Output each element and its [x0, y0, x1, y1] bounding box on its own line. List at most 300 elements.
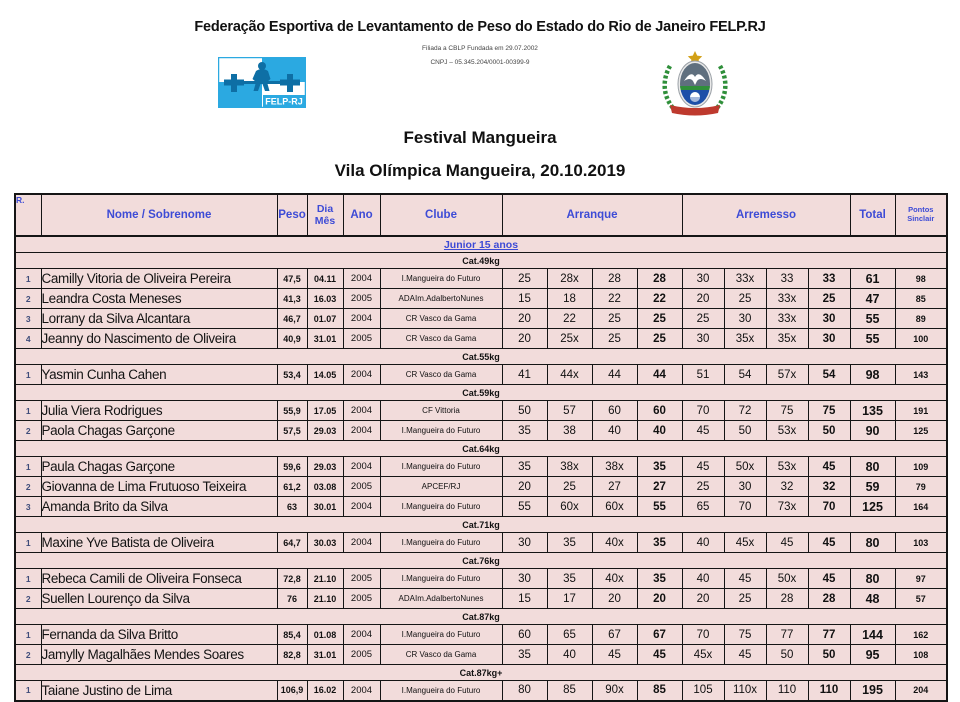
- cell-snatch-2: 38x: [592, 457, 637, 477]
- cell-clube: CR Vasco da Gama: [380, 645, 502, 665]
- cell-clube: I.Mangueira do Futuro: [380, 457, 502, 477]
- athlete-row: [15, 289, 947, 309]
- cell-cleanjerk-2: 77: [766, 625, 808, 645]
- cell-cleanjerk-1: 54: [724, 365, 766, 385]
- cell-peso: 82,8: [277, 645, 307, 665]
- cell-clube: I.Mangueira do Futuro: [380, 421, 502, 441]
- cell-snatch-1: 40: [547, 645, 592, 665]
- header-clean-jerk: Arremesso: [682, 194, 850, 236]
- cell-name: Lorrany da Silva Alcantara: [41, 309, 277, 329]
- cnpj-line: CNPJ – 05.345.204/0001-00399-9: [430, 59, 530, 66]
- cell-dia_mes: 04.11: [307, 269, 343, 289]
- cell-peso: 40,9: [277, 329, 307, 349]
- athlete-row: [15, 401, 947, 421]
- cell-peso: 57,5: [277, 421, 307, 441]
- category-row: [15, 253, 947, 269]
- cell-cleanjerk_best: 45: [808, 457, 850, 477]
- cell-total: 195: [850, 681, 895, 701]
- cell-ano: 2004: [343, 401, 380, 421]
- cell-ano: 2004: [343, 309, 380, 329]
- athlete-row: [15, 589, 947, 609]
- cell-cleanjerk-2: 73x: [766, 497, 808, 517]
- cell-ano: 2005: [343, 477, 380, 497]
- cell-snatch-1: 85: [547, 681, 592, 701]
- category-label: Cat.87kg: [15, 609, 947, 625]
- cell-dia_mes: 16.02: [307, 681, 343, 701]
- table-header-row: [15, 194, 947, 236]
- athlete-row: [15, 329, 947, 349]
- header-year: Ano: [343, 194, 380, 236]
- category-label: Cat.64kg: [15, 441, 947, 457]
- cell-snatch_best: 27: [637, 477, 682, 497]
- cell-name: Leandra Costa Meneses: [41, 289, 277, 309]
- results-table-body: [15, 236, 947, 701]
- cell-snatch-1: 60x: [547, 497, 592, 517]
- cell-snatch-0: 25: [502, 269, 547, 289]
- cell-cleanjerk-1: 30: [724, 477, 766, 497]
- header-rank: R.: [15, 194, 41, 236]
- cell-cleanjerk-0: 30: [682, 269, 724, 289]
- cell-snatch-2: 60x: [592, 497, 637, 517]
- cell-dia_mes: 16.03: [307, 289, 343, 309]
- cell-total: 135: [850, 401, 895, 421]
- cell-dia_mes: 03.08: [307, 477, 343, 497]
- athlete-row: [15, 457, 947, 477]
- cell-cleanjerk-2: 75: [766, 401, 808, 421]
- cell-dia_mes: 01.08: [307, 625, 343, 645]
- cell-cleanjerk-1: 30: [724, 309, 766, 329]
- cell-cleanjerk-1: 45x: [724, 533, 766, 553]
- cell-total: 55: [850, 309, 895, 329]
- cell-snatch-2: 60: [592, 401, 637, 421]
- cell-ano: 2004: [343, 269, 380, 289]
- cell-cleanjerk-2: 33x: [766, 289, 808, 309]
- cell-snatch-2: 45: [592, 645, 637, 665]
- cell-rank: 3: [15, 309, 41, 329]
- athlete-row: [15, 421, 947, 441]
- cell-total: 125: [850, 497, 895, 517]
- cell-ano: 2004: [343, 365, 380, 385]
- cell-rank: 2: [15, 589, 41, 609]
- cell-rank: 1: [15, 625, 41, 645]
- cell-snatch_best: 22: [637, 289, 682, 309]
- cell-snatch-0: 55: [502, 497, 547, 517]
- cell-clube: ADAIm.AdalbertoNunes: [380, 289, 502, 309]
- cell-cleanjerk-0: 45: [682, 457, 724, 477]
- header-club: Clube: [380, 194, 502, 236]
- header-total: Total: [850, 194, 895, 236]
- age-group-label: Junior 15 anos: [15, 236, 947, 253]
- cell-rank: 2: [15, 289, 41, 309]
- cell-cleanjerk-0: 30: [682, 329, 724, 349]
- cell-snatch-1: 44x: [547, 365, 592, 385]
- cell-snatch-1: 57: [547, 401, 592, 421]
- athlete-row: [15, 269, 947, 289]
- cell-name: Amanda Brito da Silva: [41, 497, 277, 517]
- cell-cleanjerk-2: 33: [766, 269, 808, 289]
- cell-snatch-0: 15: [502, 289, 547, 309]
- cell-name: Giovanna de Lima Frutuoso Teixeira: [41, 477, 277, 497]
- cell-snatch-1: 25: [547, 477, 592, 497]
- cell-snatch_best: 67: [637, 625, 682, 645]
- cell-cleanjerk_best: 28: [808, 589, 850, 609]
- category-label: Cat.71kg: [15, 517, 947, 533]
- athlete-row: [15, 625, 947, 645]
- cell-snatch_best: 25: [637, 329, 682, 349]
- cell-cleanjerk-2: 45: [766, 533, 808, 553]
- event-location-date: Vila Olímpica Mangueira, 20.10.2019: [334, 161, 626, 180]
- cell-cleanjerk-0: 45: [682, 421, 724, 441]
- cell-sinclair: 103: [895, 533, 947, 553]
- cell-cleanjerk_best: 30: [808, 309, 850, 329]
- cell-dia_mes: 31.01: [307, 329, 343, 349]
- athlete-row: [15, 477, 947, 497]
- athlete-row: [15, 309, 947, 329]
- cell-ano: 2005: [343, 329, 380, 349]
- cell-cleanjerk-1: 25: [724, 289, 766, 309]
- cell-dia_mes: 29.03: [307, 421, 343, 441]
- cell-cleanjerk-1: 25: [724, 589, 766, 609]
- cell-cleanjerk_best: 77: [808, 625, 850, 645]
- cell-snatch-2: 25: [592, 309, 637, 329]
- cell-snatch_best: 20: [637, 589, 682, 609]
- cell-dia_mes: 21.10: [307, 589, 343, 609]
- federation-title: Federação Esportiva de Levantamento de Peso do Estado do Rio de Janeiro FELP.RJ: [194, 19, 766, 35]
- cell-name: Rebeca Camili de Oliveira Fonseca: [41, 569, 277, 589]
- cell-sinclair: 85: [895, 289, 947, 309]
- category-row: [15, 665, 947, 681]
- age-group-row: [15, 236, 947, 253]
- cell-cleanjerk_best: 45: [808, 569, 850, 589]
- cell-cleanjerk-0: 45x: [682, 645, 724, 665]
- cell-cleanjerk_best: 110: [808, 681, 850, 701]
- felp-logo-label: FELP-RJ: [265, 96, 303, 107]
- cell-ano: 2004: [343, 457, 380, 477]
- affiliation-line: Filiada a CBLP Fundada em 29.07.2002: [422, 45, 538, 52]
- athlete-row: [15, 569, 947, 589]
- category-row: [15, 609, 947, 625]
- cell-cleanjerk-0: 25: [682, 309, 724, 329]
- cell-cleanjerk-2: 33x: [766, 309, 808, 329]
- cell-dia_mes: 29.03: [307, 457, 343, 477]
- cell-snatch_best: 40: [637, 421, 682, 441]
- cell-cleanjerk-1: 50x: [724, 457, 766, 477]
- cell-snatch_best: 55: [637, 497, 682, 517]
- cell-rank: 1: [15, 533, 41, 553]
- cell-rank: 1: [15, 569, 41, 589]
- category-row: [15, 385, 947, 401]
- cell-snatch_best: 35: [637, 533, 682, 553]
- cell-peso: 64,7: [277, 533, 307, 553]
- cell-snatch-0: 60: [502, 625, 547, 645]
- cell-sinclair: 98: [895, 269, 947, 289]
- rio-state-coat-of-arms-icon: [658, 50, 732, 121]
- cell-snatch-2: 20: [592, 589, 637, 609]
- cell-sinclair: 204: [895, 681, 947, 701]
- cell-sinclair: 143: [895, 365, 947, 385]
- cell-rank: 1: [15, 365, 41, 385]
- cell-cleanjerk-0: 70: [682, 401, 724, 421]
- cell-clube: I.Mangueira do Futuro: [380, 681, 502, 701]
- cell-peso: 61,2: [277, 477, 307, 497]
- cell-cleanjerk_best: 75: [808, 401, 850, 421]
- cell-peso: 55,9: [277, 401, 307, 421]
- cell-cleanjerk-0: 40: [682, 533, 724, 553]
- cell-cleanjerk-1: 35x: [724, 329, 766, 349]
- cell-rank: 3: [15, 497, 41, 517]
- cell-cleanjerk-2: 57x: [766, 365, 808, 385]
- cell-rank: 1: [15, 269, 41, 289]
- cell-sinclair: 100: [895, 329, 947, 349]
- cell-cleanjerk_best: 30: [808, 329, 850, 349]
- cell-cleanjerk-1: 75: [724, 625, 766, 645]
- cell-dia_mes: 14.05: [307, 365, 343, 385]
- cell-dia_mes: 30.03: [307, 533, 343, 553]
- cell-rank: 2: [15, 645, 41, 665]
- cell-cleanjerk-1: 45: [724, 645, 766, 665]
- cell-total: 61: [850, 269, 895, 289]
- cell-snatch-2: 90x: [592, 681, 637, 701]
- cell-name: Fernanda da Silva Britto: [41, 625, 277, 645]
- cell-snatch_best: 45: [637, 645, 682, 665]
- cell-snatch-1: 18: [547, 289, 592, 309]
- cell-snatch-2: 40x: [592, 569, 637, 589]
- category-label: Cat.76kg: [15, 553, 947, 569]
- cell-cleanjerk_best: 70: [808, 497, 850, 517]
- cell-cleanjerk_best: 45: [808, 533, 850, 553]
- cell-snatch-2: 25: [592, 329, 637, 349]
- cell-cleanjerk-1: 72: [724, 401, 766, 421]
- cell-sinclair: 109: [895, 457, 947, 477]
- cell-snatch-0: 20: [502, 309, 547, 329]
- cell-rank: 4: [15, 329, 41, 349]
- category-label: Cat.59kg: [15, 385, 947, 401]
- cell-clube: ADAIm.AdalbertoNunes: [380, 589, 502, 609]
- cell-peso: 106,9: [277, 681, 307, 701]
- cell-cleanjerk-2: 53x: [766, 421, 808, 441]
- cell-ano: 2005: [343, 289, 380, 309]
- cell-snatch-0: 15: [502, 589, 547, 609]
- cell-total: 95: [850, 645, 895, 665]
- cell-rank: 1: [15, 401, 41, 421]
- cell-clube: I.Mangueira do Futuro: [380, 569, 502, 589]
- cell-ano: 2005: [343, 645, 380, 665]
- cell-name: Taiane Justino de Lima: [41, 681, 277, 701]
- weightlifter-logo-icon: [218, 57, 306, 108]
- cell-total: 80: [850, 457, 895, 477]
- cell-total: 144: [850, 625, 895, 645]
- athlete-row: [15, 533, 947, 553]
- cell-snatch-0: 35: [502, 457, 547, 477]
- cell-cleanjerk_best: 54: [808, 365, 850, 385]
- cell-cleanjerk_best: 50: [808, 645, 850, 665]
- cell-cleanjerk-2: 110: [766, 681, 808, 701]
- category-row: [15, 441, 947, 457]
- cell-name: Camilly Vitoria de Oliveira Pereira: [41, 269, 277, 289]
- cell-total: 48: [850, 589, 895, 609]
- cell-clube: CR Vasco da Gama: [380, 365, 502, 385]
- cell-ano: 2004: [343, 421, 380, 441]
- cell-peso: 46,7: [277, 309, 307, 329]
- cell-dia_mes: 31.01: [307, 645, 343, 665]
- cell-rank: 1: [15, 457, 41, 477]
- cell-cleanjerk-2: 50x: [766, 569, 808, 589]
- header-snatch: Arranque: [502, 194, 682, 236]
- cell-ano: 2004: [343, 533, 380, 553]
- cell-ano: 2004: [343, 625, 380, 645]
- cell-snatch-0: 30: [502, 569, 547, 589]
- cell-sinclair: 89: [895, 309, 947, 329]
- athlete-row: [15, 497, 947, 517]
- cell-snatch-2: 40: [592, 421, 637, 441]
- cell-name: Paula Chagas Garçone: [41, 457, 277, 477]
- cell-clube: I.Mangueira do Futuro: [380, 533, 502, 553]
- cell-clube: CR Vasco da Gama: [380, 309, 502, 329]
- cell-peso: 59,6: [277, 457, 307, 477]
- cell-ano: 2005: [343, 569, 380, 589]
- cell-cleanjerk-1: 33x: [724, 269, 766, 289]
- cell-snatch_best: 25: [637, 309, 682, 329]
- cell-snatch-0: 20: [502, 477, 547, 497]
- cell-cleanjerk-2: 28: [766, 589, 808, 609]
- event-title: Festival Mangueira: [403, 128, 557, 147]
- cell-snatch-0: 80: [502, 681, 547, 701]
- cell-clube: I.Mangueira do Futuro: [380, 497, 502, 517]
- cell-dia_mes: 30.01: [307, 497, 343, 517]
- athlete-row: [15, 645, 947, 665]
- cell-total: 90: [850, 421, 895, 441]
- cell-peso: 53,4: [277, 365, 307, 385]
- cell-clube: APCEF/RJ: [380, 477, 502, 497]
- cell-snatch-0: 30: [502, 533, 547, 553]
- cell-rank: 2: [15, 421, 41, 441]
- cell-dia_mes: 17.05: [307, 401, 343, 421]
- cell-cleanjerk-1: 50: [724, 421, 766, 441]
- cell-clube: CF Vittoria: [380, 401, 502, 421]
- cell-snatch-2: 40x: [592, 533, 637, 553]
- cell-cleanjerk-1: 70: [724, 497, 766, 517]
- cell-peso: 76: [277, 589, 307, 609]
- cell-total: 80: [850, 533, 895, 553]
- cell-snatch-1: 35: [547, 569, 592, 589]
- cell-sinclair: 108: [895, 645, 947, 665]
- cell-total: 59: [850, 477, 895, 497]
- cell-snatch-2: 44: [592, 365, 637, 385]
- cell-cleanjerk-0: 105: [682, 681, 724, 701]
- header-sinclair: Pontos Sinclair: [895, 194, 947, 236]
- cell-peso: 63: [277, 497, 307, 517]
- cell-snatch_best: 44: [637, 365, 682, 385]
- cell-name: Maxine Yve Batista de Oliveira: [41, 533, 277, 553]
- cell-cleanjerk-0: 25: [682, 477, 724, 497]
- cell-rank: 1: [15, 681, 41, 701]
- cell-snatch-1: 25x: [547, 329, 592, 349]
- cell-ano: 2005: [343, 589, 380, 609]
- cell-snatch-0: 50: [502, 401, 547, 421]
- cell-snatch_best: 60: [637, 401, 682, 421]
- cell-cleanjerk-2: 50: [766, 645, 808, 665]
- cell-cleanjerk-0: 51: [682, 365, 724, 385]
- cell-peso: 41,3: [277, 289, 307, 309]
- cell-name: Julia Viera Rodrigues: [41, 401, 277, 421]
- cell-snatch-1: 28x: [547, 269, 592, 289]
- cell-cleanjerk-2: 32: [766, 477, 808, 497]
- cell-sinclair: 57: [895, 589, 947, 609]
- cell-clube: I.Mangueira do Futuro: [380, 269, 502, 289]
- cell-cleanjerk_best: 33: [808, 269, 850, 289]
- cell-total: 47: [850, 289, 895, 309]
- cell-snatch-1: 38: [547, 421, 592, 441]
- cell-snatch-1: 35: [547, 533, 592, 553]
- cell-total: 98: [850, 365, 895, 385]
- cell-sinclair: 164: [895, 497, 947, 517]
- athlete-row: [15, 365, 947, 385]
- cell-total: 80: [850, 569, 895, 589]
- header-day-month: Dia Mês: [307, 194, 343, 236]
- cell-cleanjerk-0: 20: [682, 289, 724, 309]
- cell-snatch-0: 41: [502, 365, 547, 385]
- cell-cleanjerk-2: 53x: [766, 457, 808, 477]
- cell-snatch-2: 27: [592, 477, 637, 497]
- felp-logo: [218, 57, 306, 113]
- category-label: Cat.49kg: [15, 253, 947, 269]
- cell-ano: 2004: [343, 497, 380, 517]
- header-bodyweight: Peso: [277, 194, 307, 236]
- cell-total: 55: [850, 329, 895, 349]
- cell-snatch-0: 35: [502, 421, 547, 441]
- category-row: [15, 517, 947, 533]
- cell-ano: 2004: [343, 681, 380, 701]
- cell-cleanjerk-0: 20: [682, 589, 724, 609]
- cell-name: Suellen Lourenço da Silva: [41, 589, 277, 609]
- header-name: Nome / Sobrenome: [41, 194, 277, 236]
- cell-snatch-1: 38x: [547, 457, 592, 477]
- cell-peso: 85,4: [277, 625, 307, 645]
- cell-snatch-1: 22: [547, 309, 592, 329]
- cell-cleanjerk_best: 50: [808, 421, 850, 441]
- cell-snatch_best: 35: [637, 569, 682, 589]
- cell-snatch_best: 85: [637, 681, 682, 701]
- cell-snatch-2: 22: [592, 289, 637, 309]
- cell-cleanjerk-1: 110x: [724, 681, 766, 701]
- cell-snatch-1: 65: [547, 625, 592, 645]
- cell-name: Yasmin Cunha Cahen: [41, 365, 277, 385]
- cell-name: Jamylly Magalhães Mendes Soares: [41, 645, 277, 665]
- cell-cleanjerk-0: 65: [682, 497, 724, 517]
- athlete-row: [15, 681, 947, 701]
- cell-snatch-0: 35: [502, 645, 547, 665]
- cell-peso: 72,8: [277, 569, 307, 589]
- cell-cleanjerk_best: 25: [808, 289, 850, 309]
- cell-name: Jeanny do Nascimento de Oliveira: [41, 329, 277, 349]
- cell-sinclair: 97: [895, 569, 947, 589]
- results-table: [14, 193, 948, 702]
- cell-snatch-2: 67: [592, 625, 637, 645]
- cell-cleanjerk-0: 70: [682, 625, 724, 645]
- cell-peso: 47,5: [277, 269, 307, 289]
- cell-snatch-0: 20: [502, 329, 547, 349]
- cell-dia_mes: 01.07: [307, 309, 343, 329]
- cell-sinclair: 162: [895, 625, 947, 645]
- cell-snatch-2: 28: [592, 269, 637, 289]
- cell-sinclair: 191: [895, 401, 947, 421]
- cell-name: Paola Chagas Garçone: [41, 421, 277, 441]
- cell-cleanjerk_best: 32: [808, 477, 850, 497]
- cell-clube: CR Vasco da Gama: [380, 329, 502, 349]
- cell-dia_mes: 21.10: [307, 569, 343, 589]
- cell-cleanjerk-2: 35x: [766, 329, 808, 349]
- category-row: [15, 349, 947, 365]
